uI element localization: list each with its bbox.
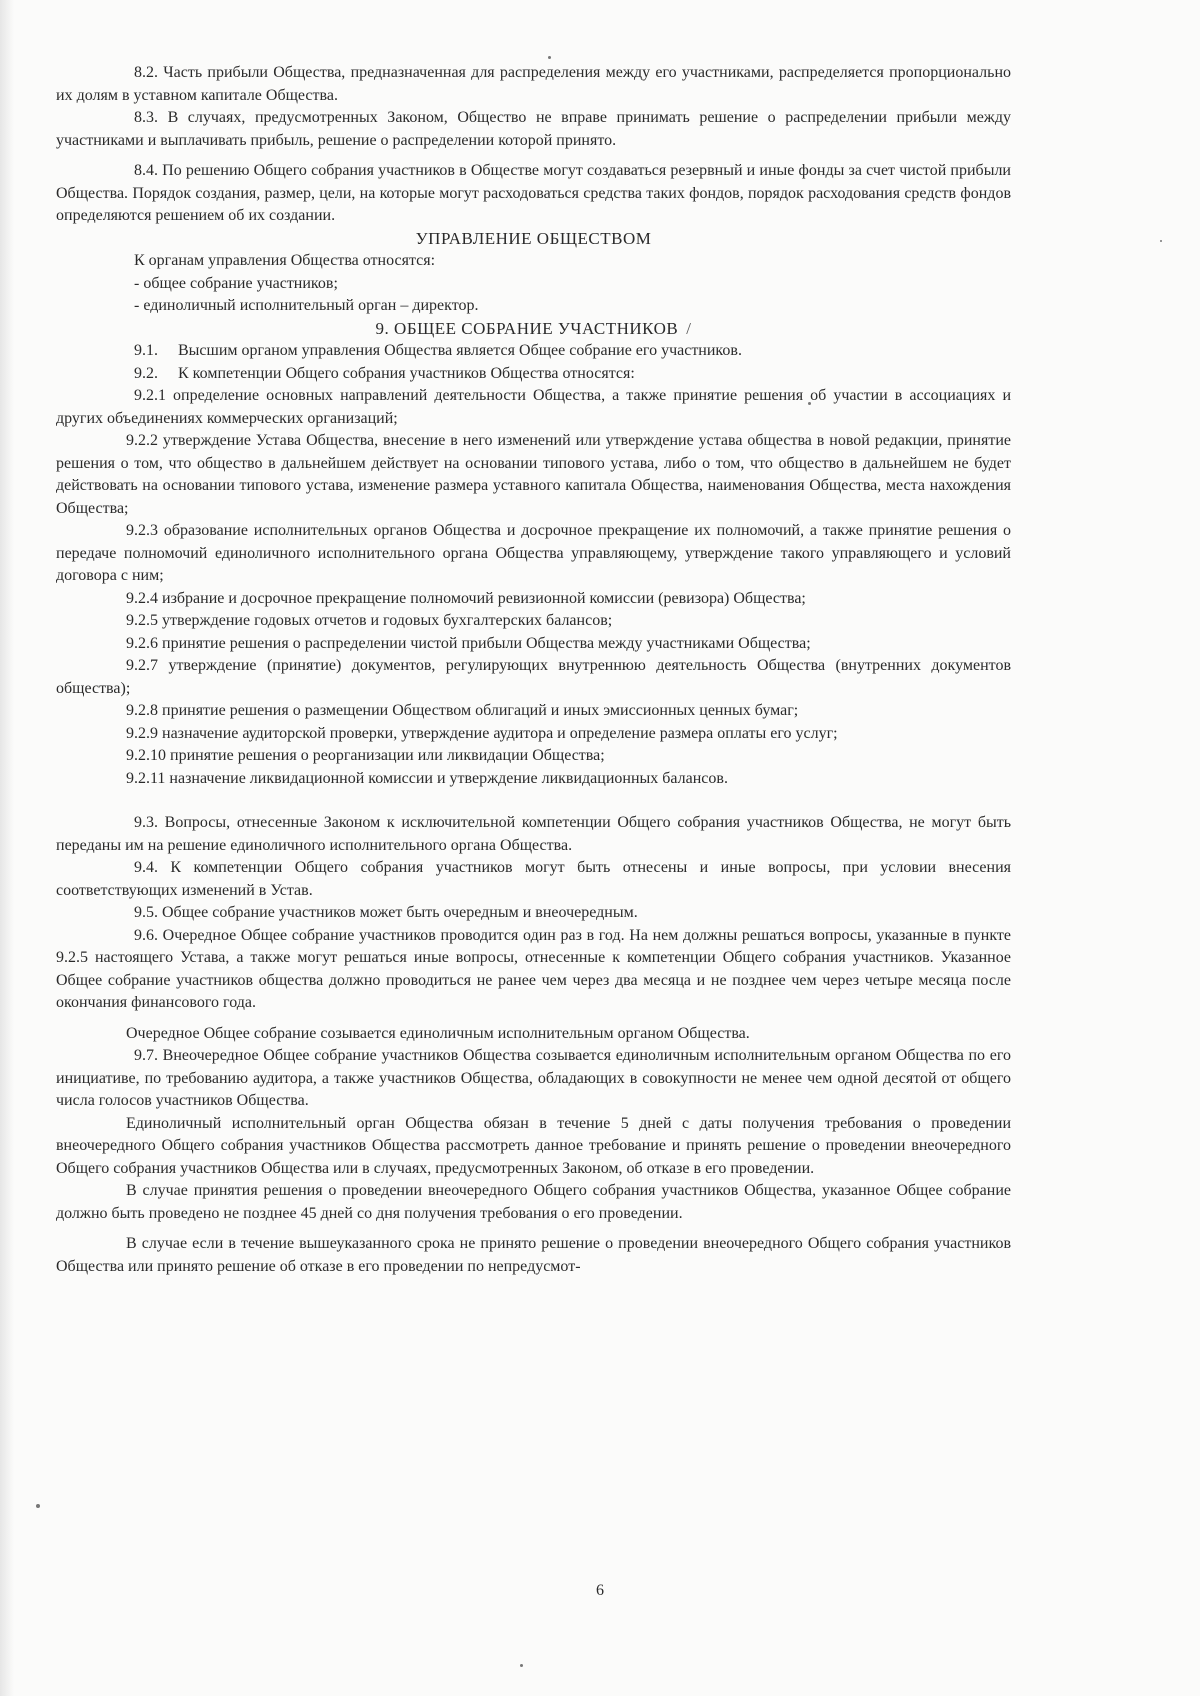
clause-9-5: 9.5. Общее собрание участников может быть очередным и внеочередным.	[134, 904, 638, 921]
competence-item: 9.2.6 принятие решения о распределении чистой прибыли Общества между участниками Общества;	[126, 634, 811, 652]
competence-item: 9.2.9 назначение аудиторской проверки, утверждение аудитора и определение размера оплаты его услуг;	[126, 724, 838, 742]
scan-edge-shadow	[0, 0, 14, 1696]
clause-9-7-obligation: Единоличный исполнительный орган Общества обязан в течение 5 дней с даты получения требования о проведении внеочередного Общего собрания участников Общества рассмотреть данное требование и принять решение о проведении внеочередного Общего собрания участников Общества или в случаях, предусмотренных Законом, об отказе в его проведении.	[56, 1114, 1011, 1177]
clause-8-4: 8.4. По решению Общего собрания участников в Обществе могут создаваться резервный и иные фонды за счет чистой прибыли Общества. Порядок создания, размер, цели, на которые могут расходоваться средства таких фондов, порядок расходования средств фондов определяются решением об их создании.	[56, 162, 1011, 224]
competence-item: 9.2.3 образование исполнительных органов Общества и досрочное прекращение их полномочий, а также принятие решения о передаче полномочий единоличного исполнительного органа Общества управляющему, утверждение такого управляющего и условий договора с ним;	[56, 522, 1011, 584]
competence-item: 9.2.7 утверждение (принятие) документов, регулирующих внутреннюю деятельность Общества (внутренних документов общества);	[56, 657, 1011, 697]
section-9-title: 9. ОБЩЕЕ СОБРАНИЕ УЧАСТНИКОВ	[375, 318, 679, 338]
competence-item: 9.2.10 принятие решения о реорганизации или ликвидации Общества;	[126, 747, 605, 764]
competence-item: 9.2.2 утверждение Устава Общества, внесение в него изменений или утверждение устава общества в новой редакции, принятие решения о том, что общество в дальнейшем действует на основании типового устава, либо о том, что общество в дальнейшем не будет действовать на основании типового устава, изменение размера уставного капитала Общества, наименования Общества, места нахождения Общества;	[56, 432, 1011, 517]
management-organs-list	[56, 250, 1011, 318]
competence-item: 9.2.5 утверждение годовых отчетов и годовых бухгалтерских балансов;	[126, 612, 613, 629]
clause-9-7: 9.7. Внеочередное Общее собрание участников Общества созывается единоличным исполнительным органом Общества по его инициативе, по требованию аудитора, а также участников Общества, обладающих в совокупности не менее чем одной десятой от общего числа голосов участников Общества.	[56, 1047, 1011, 1109]
list-item: - общее собрание участников;	[134, 274, 338, 292]
scan-speck	[1160, 240, 1162, 242]
clause-9-2: 9.2. К компетенции Общего собрания участников Общества относятся:	[134, 364, 635, 382]
scan-speck	[520, 1664, 523, 1667]
clause-9-1: 9.1. Высшим органом управления Общества является Общее собрание его участников.	[134, 342, 742, 359]
section-9-heading	[56, 318, 1011, 341]
scan-speck	[36, 1504, 40, 1508]
competence-item: 9.2.8 принятие решения о размещении Обществом облигаций и иных эмиссионных ценных бумаг;	[126, 702, 799, 719]
clause-9-6: 9.6. Очередное Общее собрание участников проводится один раз в год. На нем должны решаться вопросы, указанные в пункте 9.2.5 настоящего Устава, а также могут решаться иные вопросы, отнесенные к компетенции Общего собрания участников. Указанное Общее собрание участников общества должно проводиться не ранее чем через два месяца и не позднее чем через четыре месяца после окончания финансового года.	[56, 926, 1011, 1011]
management-intro: К органам управления Общества относятся:	[134, 252, 436, 269]
clause-9-6-convening: Очередное Общее собрание созывается единоличным исполнительным органом Общества.	[126, 1024, 750, 1042]
management-heading: УПРАВЛЕНИЕ ОБЩЕСТВОМ	[415, 228, 652, 248]
competence-item: 9.2.4 избрание и досрочное прекращение полномочий ревизионной комиссии (ревизора) Общества;	[126, 589, 806, 607]
competence-item: 9.2.11 назначение ликвидационной комиссии и утверждение ликвидационных балансов.	[126, 769, 728, 787]
clause-9-7-refusal: В случае если в течение вышеуказанного срока не принято решение о проведении внеочередного Общего собрания участников Общества или принято решение об отказе в его проведении по непредусмот-	[56, 1235, 1011, 1275]
scan-speck	[548, 56, 551, 59]
document-body	[56, 62, 1011, 1278]
clause-8-3: 8.3. В случаях, предусмотренных Законом, Общество не вправе принимать решение о распределении прибыли между участниками и выплачивать прибыль, решение о распределении которой принято.	[56, 109, 1011, 149]
list-item: - единоличный исполнительный орган – директор.	[134, 297, 479, 314]
clause-9-3: 9.3. Вопросы, отнесенные Законом к исключительной компетенции Общего собрания участников Общества, не могут быть переданы им на решение единоличного исполнительного органа Общества.	[56, 814, 1011, 854]
clause-8-2: 8.2. Часть прибыли Общества, предназначенная для распределения между его участниками, распределяется пропорционально их долям в уставном капитале Общества.	[56, 64, 1011, 104]
page-number: 6	[596, 1582, 604, 1599]
clause-9-4: 9.4. К компетенции Общего собрания участников могут быть отнесены и иные вопросы, при условии внесения соответствующих изменений в Устав.	[56, 859, 1011, 899]
competence-item: 9.2.1 определение основных направлений деятельности Общества, а также принятие решения об участии в ассоциациях и других объединениях коммерческих организаций;	[56, 387, 1011, 427]
clause-9-7-deadline: В случае принятия решения о проведении внеочередного Общего собрания участников Общества, указанное Общее собрание должно быть проведено не позднее 45 дней со дня получения требования о его проведении.	[56, 1182, 1011, 1222]
handwritten-mark: /	[686, 318, 692, 338]
